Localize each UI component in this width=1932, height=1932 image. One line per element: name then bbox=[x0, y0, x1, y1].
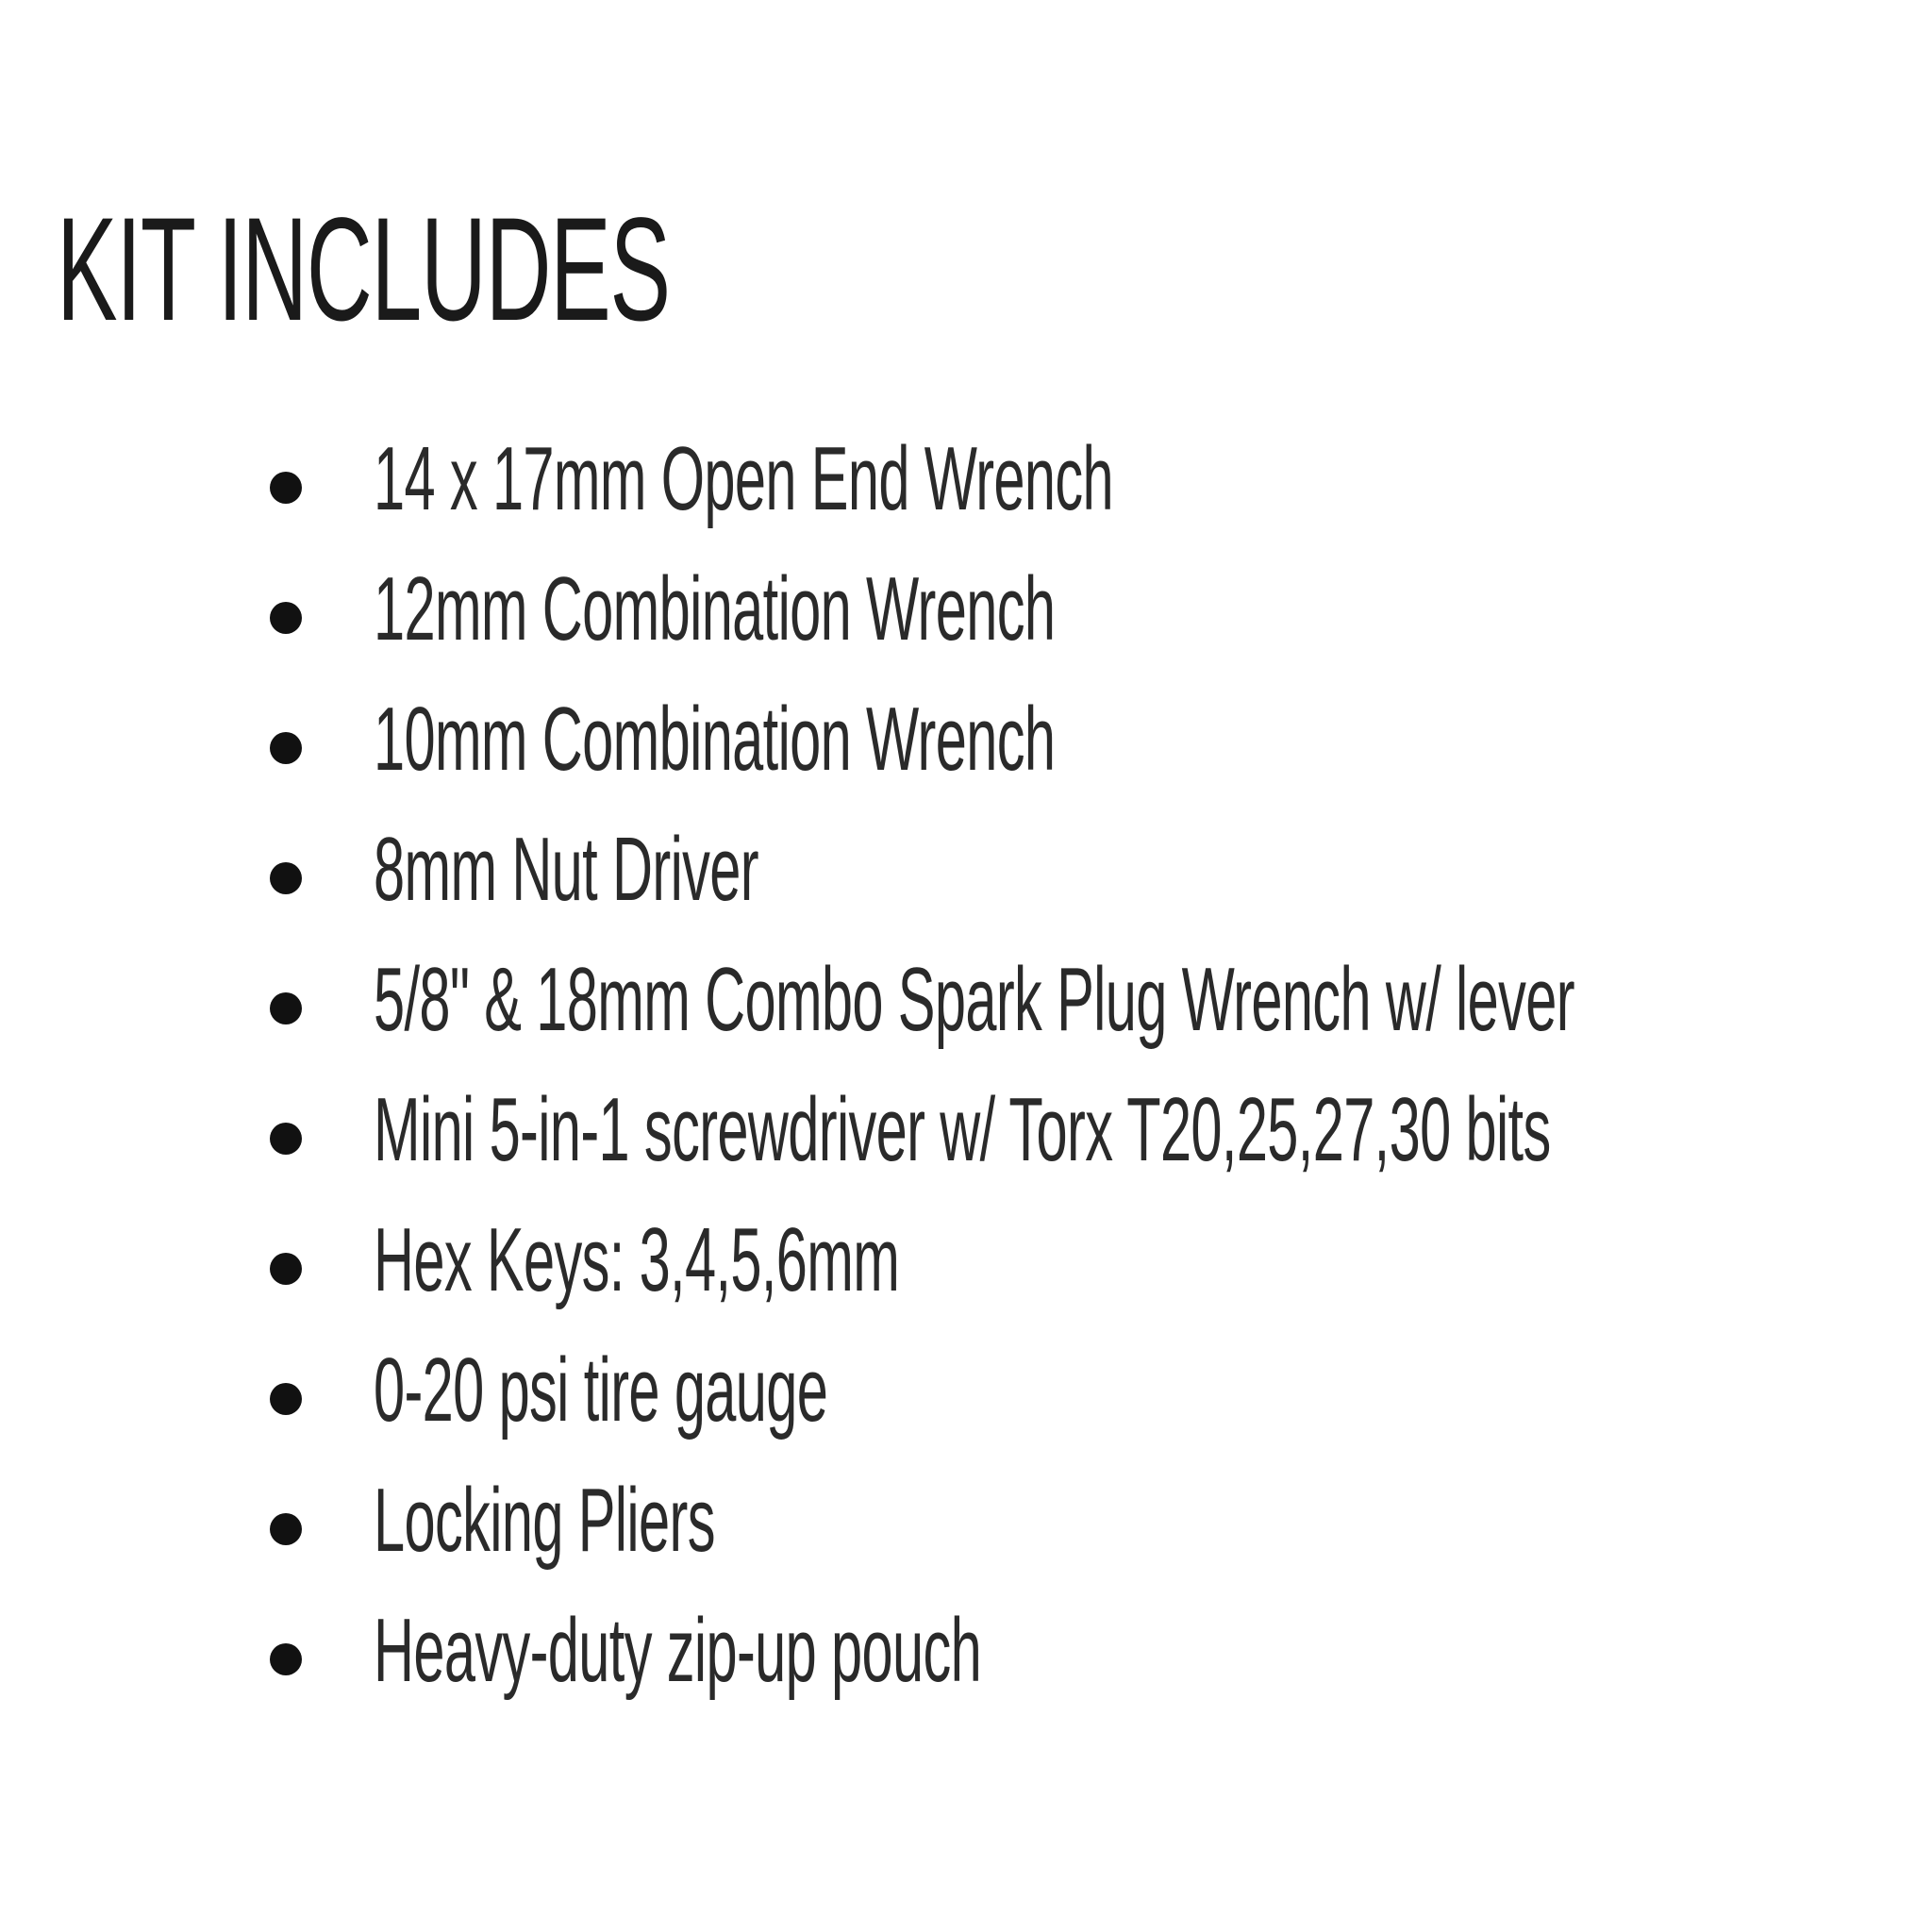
list-item bbox=[0, 1079, 1932, 1215]
bullet-icon bbox=[270, 992, 302, 1024]
bullet-icon bbox=[270, 472, 302, 504]
list-item-label: 12mm Combination Wrench bbox=[374, 558, 1056, 659]
list-item-label: Mini 5-in-1 screwdriver w/ Torx T20,25,27,30 bits bbox=[374, 1079, 1551, 1180]
list-item bbox=[0, 949, 1932, 1085]
bullet-icon bbox=[270, 1383, 302, 1415]
list-item bbox=[0, 1209, 1932, 1345]
bullet-icon bbox=[270, 1643, 302, 1675]
list-item bbox=[0, 558, 1932, 694]
list-item bbox=[0, 1600, 1932, 1736]
list-item-label: 0-20 psi tire gauge bbox=[374, 1340, 828, 1441]
list-item-label: Hex Keys: 3,4,5,6mm bbox=[374, 1209, 900, 1310]
list-item bbox=[0, 819, 1932, 955]
bullet-icon bbox=[270, 1253, 302, 1285]
list-item-label: 5/8" & 18mm Combo Spark Plug Wrench w/ lever bbox=[374, 949, 1574, 1050]
list-item-label: 10mm Combination Wrench bbox=[374, 689, 1056, 790]
list-item bbox=[0, 1340, 1932, 1475]
bullet-icon bbox=[270, 1513, 302, 1545]
list-item-label: 8mm Nut Driver bbox=[374, 819, 758, 920]
list-item-label: Heavy-duty zip-up pouch bbox=[374, 1600, 982, 1701]
list-item bbox=[0, 428, 1932, 564]
page-title: KIT INCLUDES bbox=[57, 188, 670, 352]
list-item bbox=[0, 689, 1932, 824]
kit-items-list bbox=[0, 428, 1932, 1736]
bullet-icon bbox=[270, 602, 302, 634]
bullet-icon bbox=[270, 1123, 302, 1155]
bullet-icon bbox=[270, 862, 302, 894]
bullet-icon bbox=[270, 732, 302, 764]
list-item-label: Locking Pliers bbox=[374, 1470, 715, 1571]
list-item-label: 14 x 17mm Open End Wrench bbox=[374, 428, 1114, 529]
list-item bbox=[0, 1470, 1932, 1606]
